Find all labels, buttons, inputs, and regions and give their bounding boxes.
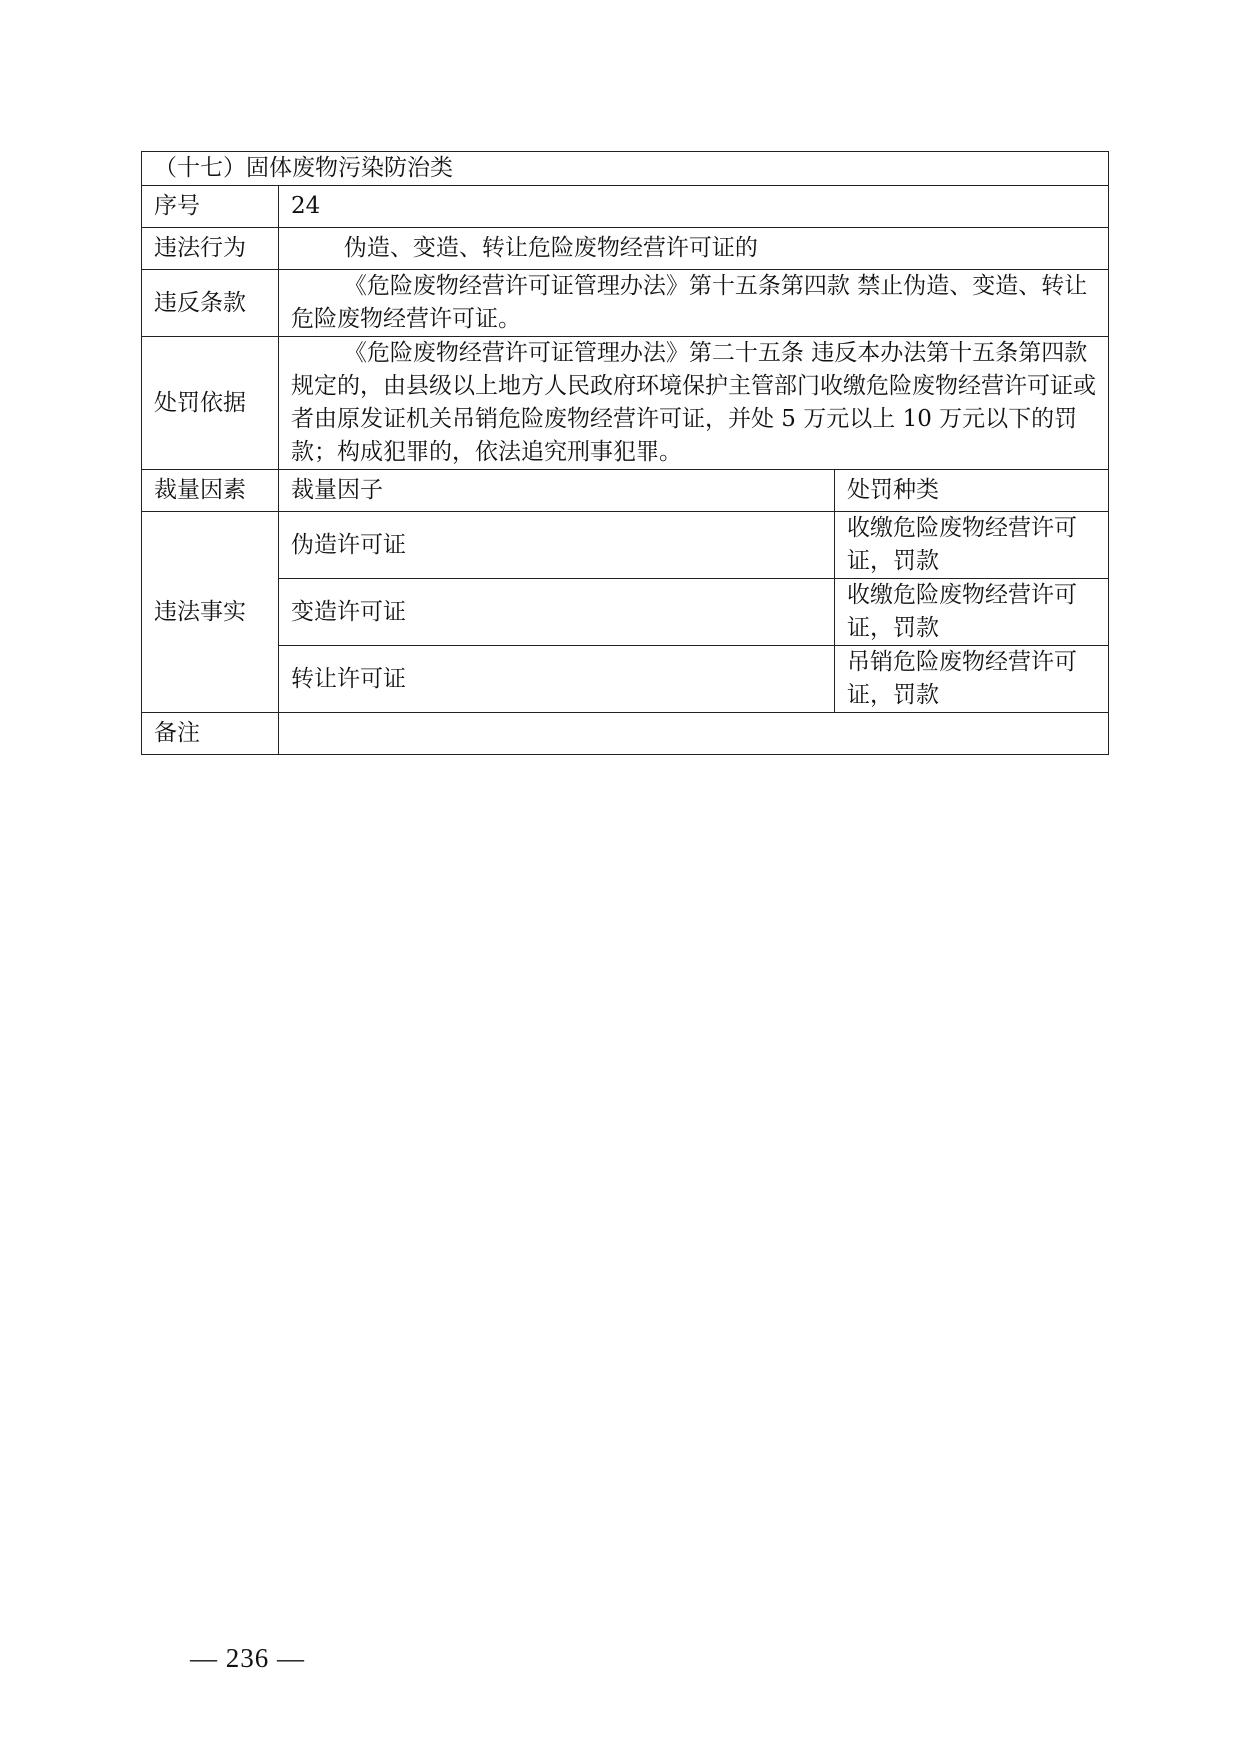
violated-clause-label: 违反条款 <box>142 270 279 337</box>
section-title: （十七）固体废物污染防治类 <box>142 152 1109 186</box>
discretion-label: 裁量因素 <box>142 470 279 512</box>
fact-row <box>142 646 1109 713</box>
fact-factor: 伪造许可证 <box>279 512 835 579</box>
penalty-basis-label: 处罚依据 <box>142 337 279 470</box>
fact-row <box>142 512 1109 579</box>
remarks-label: 备注 <box>142 713 279 755</box>
page-number: — 236 — <box>190 1643 305 1673</box>
fact-factor: 转让许可证 <box>279 646 835 713</box>
fact-penalty: 收缴危险废物经营许可证，罚款 <box>835 579 1109 646</box>
violated-clause-row <box>142 270 1109 337</box>
serial-row <box>142 186 1109 228</box>
facts-label: 违法事实 <box>142 512 279 713</box>
serial-value: 24 <box>279 186 1109 228</box>
illegal-act-value: 伪造、变造、转让危险废物经营许可证的 <box>279 228 1109 270</box>
fact-factor: 变造许可证 <box>279 579 835 646</box>
discretion-header-row <box>142 470 1109 512</box>
illegal-act-label: 违法行为 <box>142 228 279 270</box>
remarks-value <box>279 713 1109 755</box>
section-title-row <box>142 152 1109 186</box>
penalty-basis-value: 《危险废物经营许可证管理办法》第二十五条 违反本办法第十五条第四款规定的，由县级以上地方人民政府环境保护主管部门收缴危险废物经营许可证或者由原发证机关吊销危险废物经营许可证，并处 5 万元以上 10 万元以下的罚款；构成犯罪的，依法追究刑事犯罪。 <box>279 337 1109 470</box>
fact-penalty: 收缴危险废物经营许可证，罚款 <box>835 512 1109 579</box>
factor-header: 裁量因子 <box>279 470 835 512</box>
violated-clause-value: 《危险废物经营许可证管理办法》第十五条第四款 禁止伪造、变造、转让危险废物经营许可证。 <box>279 270 1109 337</box>
penalty-basis-row <box>142 337 1109 470</box>
fact-row <box>142 579 1109 646</box>
penalty-type-header: 处罚种类 <box>835 470 1109 512</box>
illegal-act-row <box>142 228 1109 270</box>
remarks-row <box>142 713 1109 755</box>
fact-penalty: 吊销危险废物经营许可证，罚款 <box>835 646 1109 713</box>
penalty-standard-table <box>141 151 1109 755</box>
serial-label: 序号 <box>142 186 279 228</box>
